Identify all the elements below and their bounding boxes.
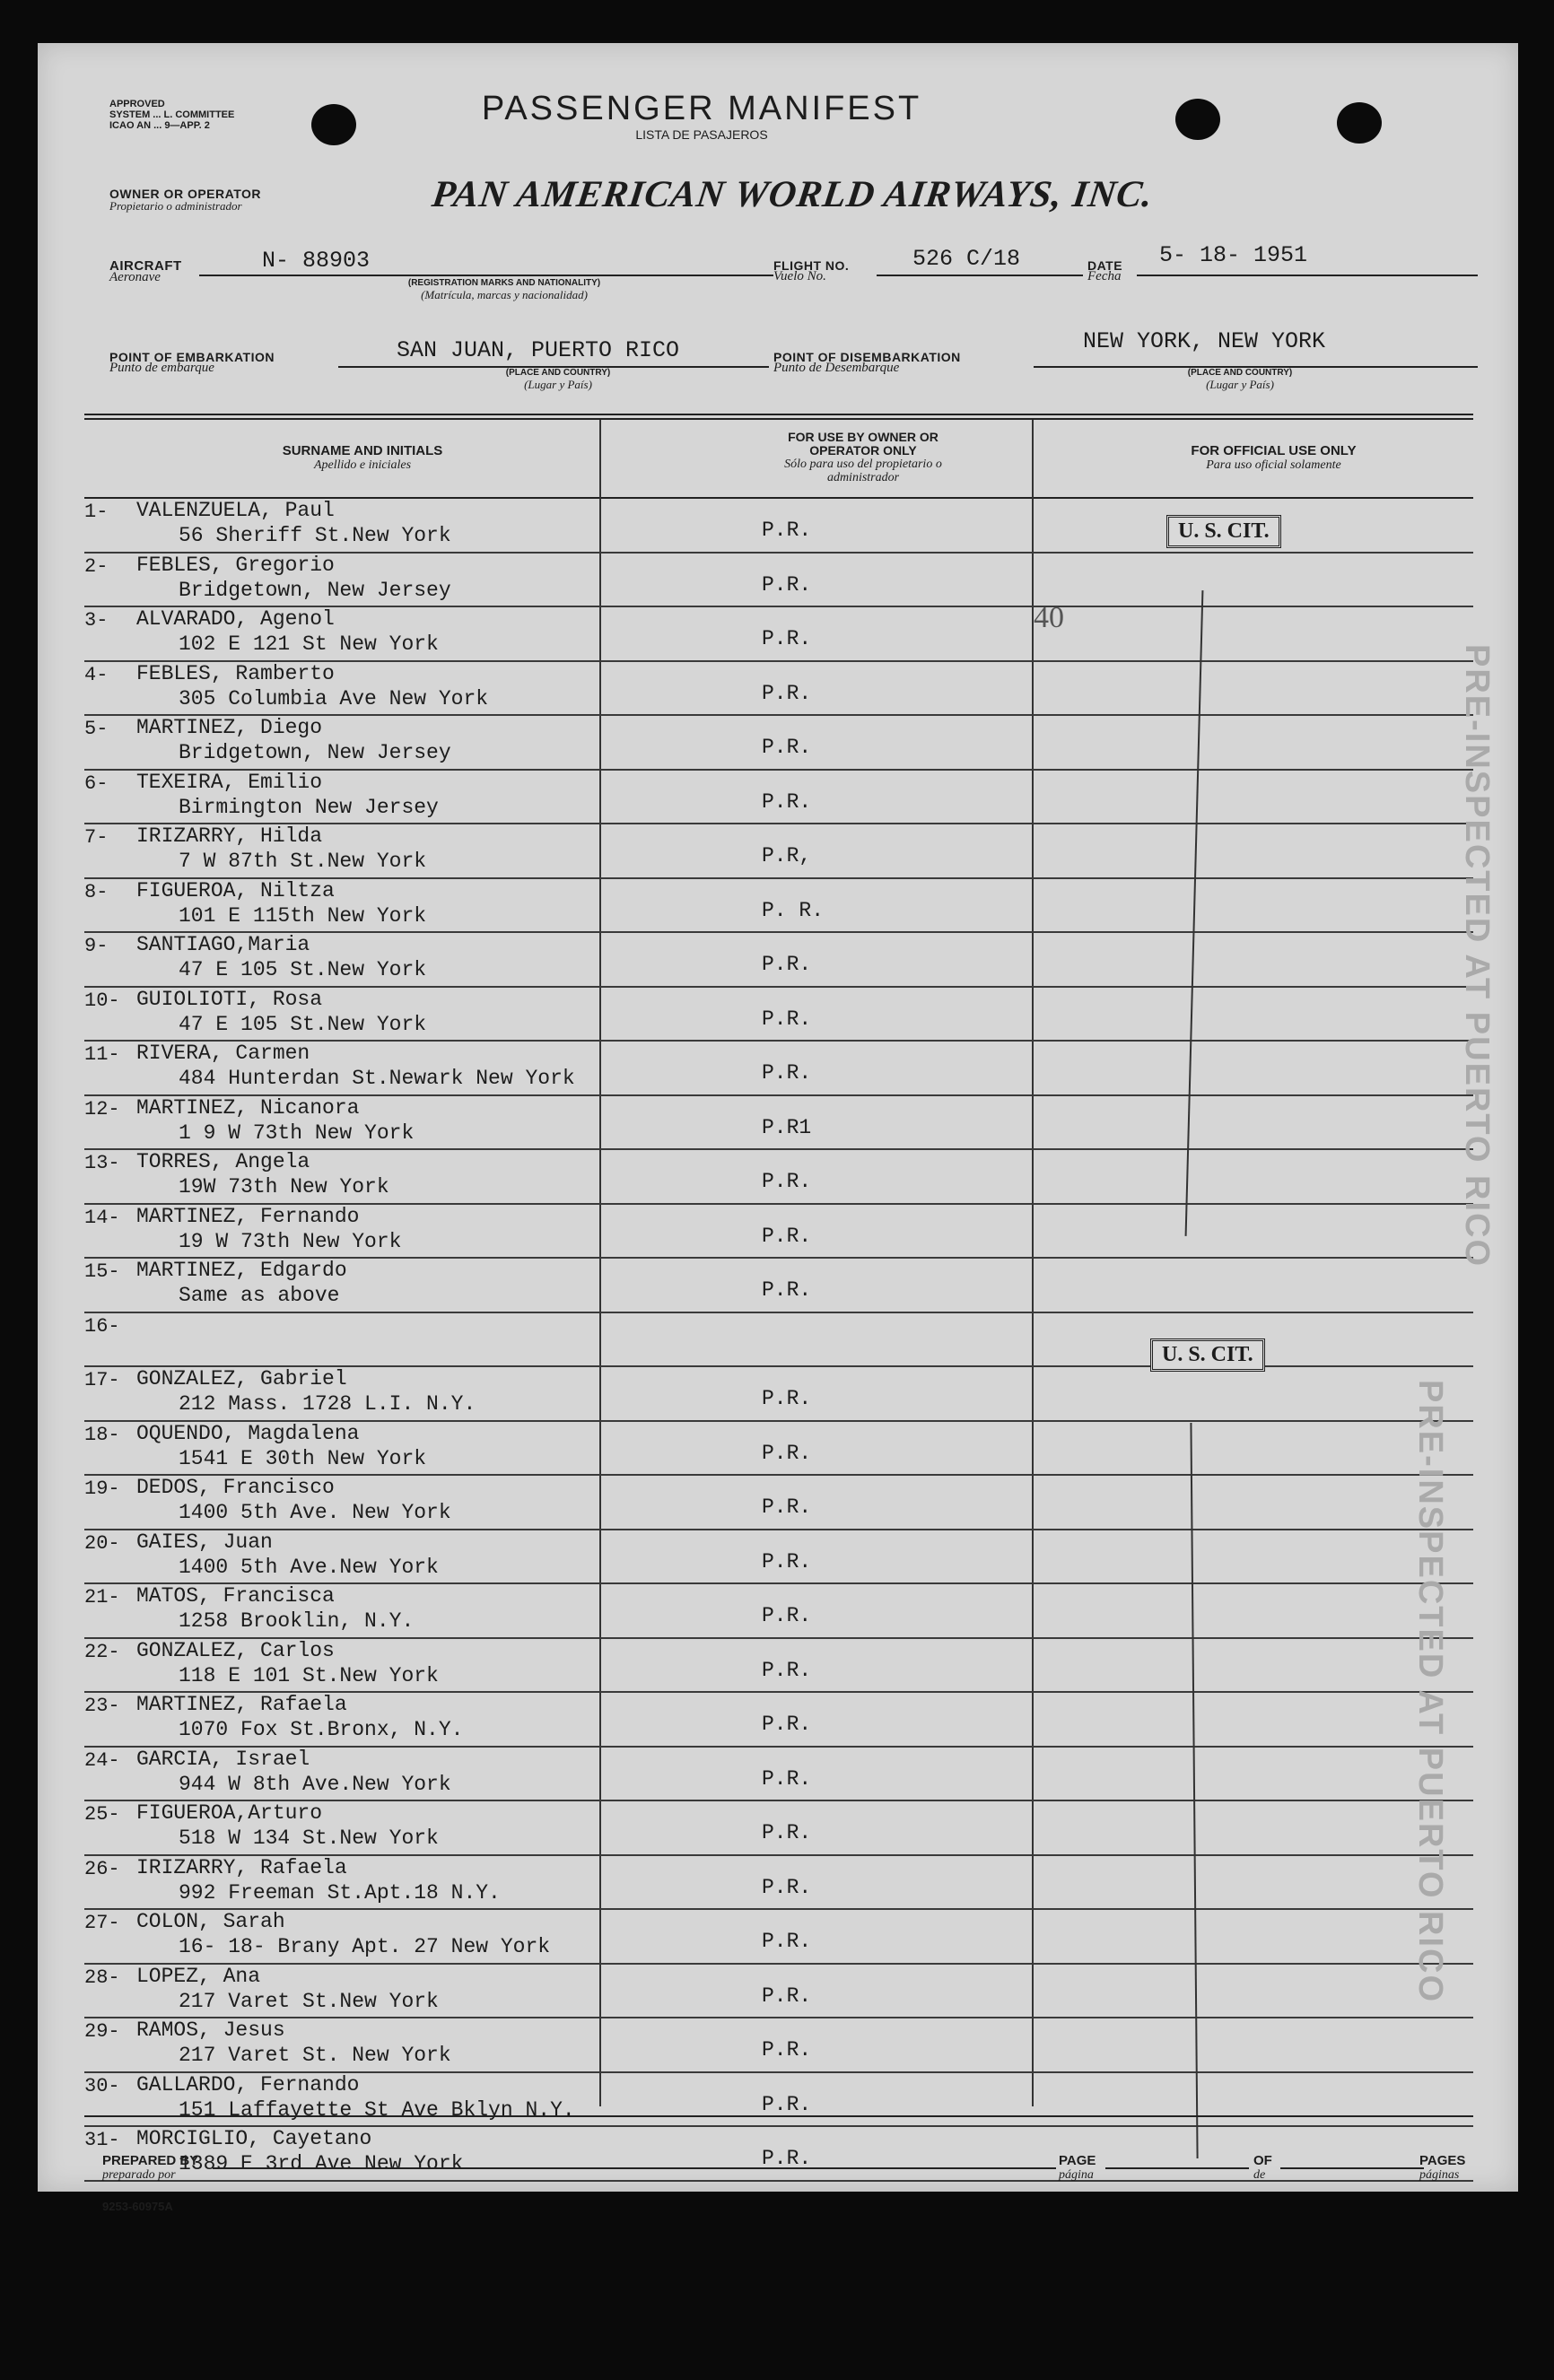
- passenger-address: 1 9 W 73th New York: [179, 1120, 415, 1145]
- passenger-name: SANTIAGO,Maria: [136, 933, 310, 956]
- row-number: 10-: [84, 989, 120, 1012]
- passenger-name: ALVARADO, Agenol: [136, 607, 335, 631]
- date-line: [1137, 275, 1478, 276]
- passenger-address: 212 Mass. 1728 L.I. N.Y.: [179, 1392, 476, 1416]
- row-number: 13-: [84, 1152, 120, 1174]
- row-number: 31-: [84, 2129, 120, 2151]
- passenger-name: TORRES, Angela: [136, 1150, 310, 1173]
- table-row: [84, 1965, 1473, 2019]
- passenger-address: 47 E 105 St.New York: [179, 1012, 427, 1036]
- owner-use-mark: P.R.: [762, 627, 812, 650]
- owner-use-mark: P.R.: [762, 572, 812, 597]
- passenger-address: 217 Varet St. New York: [179, 2044, 451, 2067]
- prepared-by-line: [213, 2167, 1056, 2169]
- passenger-address: 1258 Brooklin, N.Y.: [179, 1609, 415, 1633]
- row-number: 1-: [84, 501, 109, 523]
- owner-use-mark: P.R.: [762, 1278, 812, 1302]
- owner-use-mark: P.R.: [762, 736, 812, 759]
- disembark-label: POINT OF DISEMBARKATION Punto de Desembarque: [773, 350, 961, 375]
- table-row: [84, 1801, 1473, 1856]
- passenger-address: 518 W 134 St.New York: [179, 1826, 439, 1850]
- table-row: [84, 1422, 1473, 1477]
- flight-value: 526 C/18: [912, 246, 1021, 272]
- row-number: 16-: [84, 1314, 120, 1338]
- owner-use-mark: P.R.: [762, 1875, 812, 1899]
- aircraft-line: [199, 275, 773, 276]
- table-row: [84, 1367, 1473, 1422]
- row-number: 20-: [84, 1531, 120, 1555]
- passenger-address: 16- 18- Brany Apt. 27 New York: [179, 1935, 551, 1958]
- owner-label: OWNER OR OPERATOR Propietario o administrador: [109, 187, 261, 213]
- table-row: [84, 1910, 1473, 1965]
- passenger-address: Same as above: [179, 1284, 340, 1307]
- margin-note-40: 40: [1034, 601, 1064, 634]
- owner-use-mark: P.R.: [762, 1007, 812, 1031]
- owner-use-mark: P.R.: [762, 2147, 812, 2170]
- passenger-address: 305 Columbia Ave New York: [179, 686, 489, 711]
- approval-line-2: SYSTEM ... L. COMMITTEE: [109, 109, 235, 120]
- passenger-name: GARCIA, Israel: [136, 1747, 310, 1771]
- owner-use-mark: P.R.: [762, 1604, 812, 1627]
- of-label: OF de: [1253, 2153, 1272, 2182]
- col-head-owner-use: FOR USE BY OWNER OR OPERATOR ONLY Sólo para uso del propietario o administrador: [784, 430, 942, 484]
- row-number: 17-: [84, 1369, 120, 1391]
- aircraft-label: AIRCRAFT Aeronave: [109, 258, 182, 284]
- passenger-name: MARTINEZ, Nicanora: [136, 1095, 360, 1120]
- footer-rule: [84, 2115, 1473, 2117]
- passenger-address: 1400 5th Ave.New York: [179, 1555, 439, 1579]
- pre-inspected-stamp-1: PRE-INSPECTED AT PUERTO RICO: [1458, 644, 1496, 1268]
- passenger-name: COLON, Sarah: [136, 1910, 285, 1933]
- owner-use-mark: P.R.: [762, 1549, 812, 1574]
- row-number: 18-: [84, 1423, 120, 1446]
- pre-inspected-stamp-2: PRE-INSPECTED AT PUERTO RICO: [1411, 1380, 1449, 2004]
- owner-use-mark: P.R.: [762, 1713, 812, 1736]
- table-row: [84, 554, 1473, 608]
- row-number: 29-: [84, 2020, 120, 2043]
- passenger-address: 1541 E 30th New York: [179, 1446, 427, 1470]
- passenger-address: Birmington New Jersey: [179, 795, 439, 819]
- passenger-address: 19 W 73th New York: [179, 1229, 402, 1253]
- page-title: PASSENGER MANIFEST: [481, 90, 922, 127]
- row-number: 2-: [84, 554, 109, 578]
- owner-use-mark: P.R.: [762, 789, 812, 814]
- passenger-address: 217 Varet St.New York: [179, 1989, 439, 2013]
- passenger-address: 944 W 8th Ave.New York: [179, 1772, 451, 1796]
- passenger-address: 1400 5th Ave. New York: [179, 1501, 451, 1524]
- row-number: 11-: [84, 1043, 120, 1066]
- owner-use-mark: P.R,: [762, 844, 812, 867]
- row-number: 22-: [84, 1640, 120, 1663]
- table-row: [84, 933, 1473, 988]
- aircraft-value: N- 88903: [262, 248, 371, 274]
- owner-use-mark: P.R.: [762, 681, 812, 705]
- embark-place-caption: (PLACE AND COUNTRY) (Lugar y País): [505, 368, 611, 391]
- passenger-name: FEBLES, Gregorio: [136, 553, 335, 577]
- owner-use-mark: P.R.: [762, 1983, 812, 2008]
- row-number: 4-: [84, 663, 109, 686]
- passenger-address: 151 Laffayette St Ave Bklyn N.Y.: [179, 2097, 575, 2122]
- row-number: 3-: [84, 609, 109, 632]
- table-row: [84, 1313, 1473, 1368]
- passenger-address: 992 Freeman St.Apt.18 N.Y.: [179, 1880, 501, 1905]
- owner-use-mark: P.R.: [762, 1170, 812, 1193]
- passenger-name: GONZALEZ, Gabriel: [136, 1367, 347, 1391]
- passenger-name: RAMOS, Jesus: [136, 2018, 285, 2042]
- passenger-address: Bridgetown, New Jersey: [179, 741, 451, 764]
- approval-line-1: APPROVED: [109, 99, 165, 109]
- row-number: 28-: [84, 1966, 120, 1989]
- row-number: 24-: [84, 1748, 120, 1772]
- us-citizen-stamp-2: U. S. CIT.: [1150, 1338, 1265, 1372]
- passenger-name: VALENZUELA, Paul: [136, 499, 335, 522]
- row-number: 15-: [84, 1260, 120, 1283]
- passenger-name: GUIOLIOTI, Rosa: [136, 987, 323, 1011]
- passenger-name: LOPEZ, Ana: [136, 1964, 261, 1988]
- page-subtitle: LISTA DE PASAJEROS: [635, 127, 768, 142]
- passenger-name: FIGUEROA,Arturo: [136, 1801, 323, 1825]
- passenger-name: MARTINEZ, Rafaela: [136, 1693, 347, 1716]
- table-row: [84, 1693, 1473, 1748]
- row-number: 26-: [84, 1857, 120, 1880]
- registration-caption: (REGISTRATION MARKS AND NATIONALITY) (Matrícula, marcas y nacionalidad): [407, 278, 601, 301]
- passenger-list: [84, 499, 1473, 2182]
- col-head-surname: SURNAME AND INITIALS Apellido e iniciales: [282, 443, 443, 472]
- table-row: [84, 1150, 1473, 1205]
- passenger-name: GAIES, Juan: [136, 1530, 273, 1554]
- passenger-name: DEDOS, Francisco: [136, 1476, 335, 1499]
- row-number: 6-: [84, 772, 109, 795]
- row-number: 25-: [84, 1803, 120, 1826]
- table-row: [84, 2018, 1473, 2073]
- owner-use-mark: P.R.: [762, 1387, 812, 1410]
- passenger-name: MORCIGLIO, Cayetano: [136, 2127, 372, 2150]
- table-row: [84, 1205, 1473, 1260]
- owner-use-mark: P.R.: [762, 1495, 812, 1519]
- passenger-address: Bridgetown, New Jersey: [179, 578, 451, 602]
- table-top-rule: [84, 414, 1473, 420]
- passenger-name: IRIZARRY, Rafaela: [136, 1855, 347, 1879]
- col-head-official-use: FOR OFFICIAL USE ONLY Para uso oficial solamente: [1191, 443, 1357, 472]
- passenger-address: 1070 Fox St.Bronx, N.Y.: [179, 1718, 464, 1741]
- table-row: [84, 662, 1473, 717]
- table-row: [84, 988, 1473, 1042]
- pages-label: PAGES páginas: [1419, 2153, 1466, 2182]
- prepared-by-label: PREPARED BY preparado por: [102, 2153, 199, 2182]
- table-row: [84, 607, 1473, 662]
- row-number: 27-: [84, 1912, 120, 1934]
- row-number: 9-: [84, 935, 109, 957]
- table-row: [84, 1042, 1473, 1096]
- page-line: [1105, 2167, 1249, 2169]
- owner-use-mark: P.R.: [762, 1766, 812, 1791]
- owner-use-mark: P.R.: [762, 1821, 812, 1844]
- passenger-address: 102 E 121 St New York: [179, 632, 439, 656]
- owner-use-mark: P.R.: [762, 1658, 812, 1682]
- of-line: [1280, 2167, 1424, 2169]
- passenger-name: MARTINEZ, Fernando: [136, 1204, 360, 1228]
- owner-use-mark: P.R.: [762, 2038, 812, 2062]
- table-row: [84, 879, 1473, 934]
- table-row: [84, 1476, 1473, 1530]
- disembark-value: NEW YORK, NEW YORK: [1083, 328, 1326, 354]
- row-number: 30-: [84, 2074, 120, 2097]
- table-row: [84, 771, 1473, 825]
- flight-line: [877, 275, 1083, 276]
- flight-label: FLIGHT NO. Vuelo No.: [773, 258, 850, 283]
- page-label: PAGE página: [1059, 2153, 1096, 2182]
- passenger-name: MARTINEZ, Diego: [136, 716, 323, 739]
- passenger-address: 101 E 115th New York: [179, 903, 427, 928]
- manifest-sheet: [38, 43, 1518, 2213]
- owner-use-mark: P. R.: [762, 898, 825, 922]
- date-label: DATE Fecha: [1087, 258, 1123, 283]
- passenger-name: MARTINEZ, Edgardo: [136, 1259, 347, 1282]
- approval-line-3: ICAO AN ... 9—APP. 2: [109, 120, 210, 131]
- table-row: [84, 1096, 1473, 1151]
- date-value: 5- 18- 1951: [1159, 242, 1308, 268]
- embark-label: POINT OF EMBARKATION Punto de embarque: [109, 350, 275, 375]
- passenger-name: TEXEIRA, Emilio: [136, 770, 323, 794]
- owner-use-mark: P.R.: [762, 2092, 812, 2116]
- owner-use-mark: P.R.: [762, 1224, 812, 1248]
- passenger-address: 1389 E 3rd Ave New York: [179, 2152, 464, 2175]
- table-row: [84, 824, 1473, 879]
- passenger-address: 47 E 105 St.New York: [179, 958, 427, 981]
- owner-use-mark: P.R1: [762, 1115, 812, 1139]
- table-row: [84, 1639, 1473, 1694]
- owner-use-mark: P.R.: [762, 519, 812, 542]
- owner-use-mark: P.R.: [762, 953, 812, 976]
- passenger-address: 56 Sheriff St.New York: [179, 524, 451, 547]
- row-number: 21-: [84, 1586, 120, 1608]
- row-number: 23-: [84, 1695, 120, 1717]
- table-row: [84, 1530, 1473, 1585]
- owner-use-mark: P.R.: [762, 1930, 812, 1953]
- us-citizen-stamp-1: U. S. CIT.: [1166, 515, 1281, 548]
- passenger-name: MATOS, Francisca: [136, 1584, 335, 1608]
- operator-name: PAN AMERICAN WORLD AIRWAYS, INC.: [429, 174, 1157, 215]
- table-row: [84, 1259, 1473, 1313]
- passenger-address: 118 E 101 St.New York: [179, 1663, 439, 1687]
- form-number: 9253-60975A: [102, 2200, 173, 2213]
- passenger-address: 484 Hunterdan St.Newark New York: [179, 1067, 575, 1090]
- table-row: [84, 1748, 1473, 1802]
- passenger-address: 7 W 87th St.New York: [179, 850, 427, 873]
- passenger-name: GONZALEZ, Carlos: [136, 1638, 335, 1662]
- table-row: [84, 1584, 1473, 1639]
- passenger-name: OQUENDO, Magdalena: [136, 1421, 360, 1445]
- table-row: [84, 2073, 1473, 2128]
- embark-value: SAN JUAN, PUERTO RICO: [397, 337, 680, 363]
- row-number: 5-: [84, 718, 109, 740]
- row-number: 12-: [84, 1097, 120, 1120]
- passenger-name: RIVERA, Carmen: [136, 1042, 310, 1065]
- row-number: 8-: [84, 880, 109, 903]
- owner-use-mark: P.R.: [762, 1441, 812, 1465]
- owner-use-mark: P.R.: [762, 1061, 812, 1085]
- passenger-name: IRIZARRY, Hilda: [136, 824, 323, 848]
- passenger-name: FEBLES, Ramberto: [136, 661, 335, 685]
- table-row: [84, 1856, 1473, 1911]
- table-row: [84, 716, 1473, 771]
- disembark-place-caption: (PLACE AND COUNTRY) (Lugar y País): [1187, 368, 1293, 391]
- passenger-name: FIGUEROA, Niltza: [136, 878, 335, 902]
- row-number: 14-: [84, 1206, 120, 1229]
- passenger-address: 19W 73th New York: [179, 1175, 389, 1199]
- row-number: 19-: [84, 1478, 120, 1500]
- row-number: 7-: [84, 826, 109, 849]
- passenger-name: GALLARDO, Fernando: [136, 2072, 360, 2097]
